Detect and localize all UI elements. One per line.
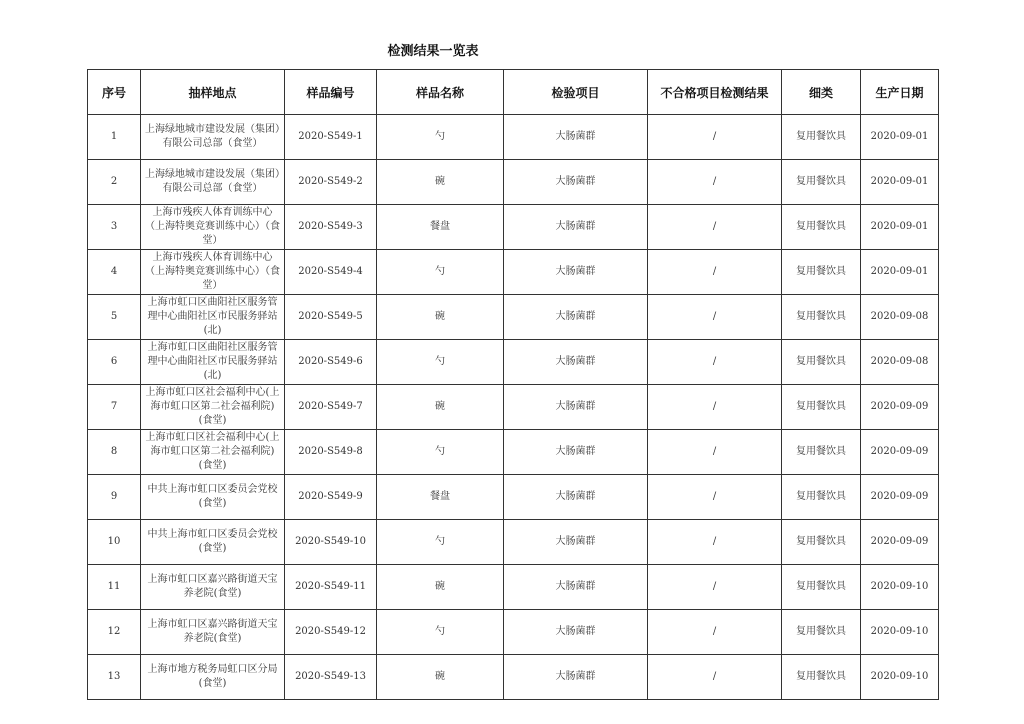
sample-name-cell: 碗 [377,655,504,700]
production-date-cell: 2020-09-01 [861,250,939,295]
sample-id-cell: 2020-S549-13 [285,655,377,700]
production-date-cell: 2020-09-09 [861,475,939,520]
production-date-cell: 2020-09-01 [861,115,939,160]
sample-name-cell: 勺 [377,430,504,475]
sample-id-cell: 2020-S549-1 [285,115,377,160]
production-date-cell: 2020-09-08 [861,340,939,385]
location-cell: 上海市残疾人体育训练中心（上海特奥竞赛训练中心）（食堂） [141,205,285,250]
failed-result-cell: / [648,250,782,295]
location-cell: 上海市虹口区嘉兴路街道天宝养老院(食堂) [141,565,285,610]
row-number-cell: 8 [88,430,141,475]
table-row [88,520,939,565]
failed-result-cell: / [648,295,782,340]
table-body [88,115,939,700]
sample-name-cell: 勺 [377,610,504,655]
sample-name-cell: 勺 [377,340,504,385]
table-row [88,475,939,520]
row-number-cell: 9 [88,475,141,520]
table-row [88,430,939,475]
sample-id-cell: 2020-S549-4 [285,250,377,295]
header-cell: 抽样地点 [141,70,285,115]
row-number-cell: 12 [88,610,141,655]
sample-id-cell: 2020-S549-3 [285,205,377,250]
sample-id-cell: 2020-S549-7 [285,385,377,430]
sample-id-cell: 2020-S549-12 [285,610,377,655]
category-cell: 复用餐饮具 [782,565,861,610]
location-cell: 上海市虹口区曲阳社区服务管理中心曲阳社区市民服务驿站(北) [141,340,285,385]
header-cell: 序号 [88,70,141,115]
table-row [88,655,939,700]
test-item-cell: 大肠菌群 [504,475,648,520]
category-cell: 复用餐饮具 [782,655,861,700]
location-cell: 中共上海市虹口区委员会党校(食堂) [141,520,285,565]
test-item-cell: 大肠菌群 [504,205,648,250]
row-number-cell: 7 [88,385,141,430]
failed-result-cell: / [648,475,782,520]
location-cell: 上海市虹口区社会福利中心(上海市虹口区第二社会福利院)(食堂) [141,430,285,475]
table-row [88,385,939,430]
header-cell: 样品编号 [285,70,377,115]
table-row [88,250,939,295]
row-number-cell: 13 [88,655,141,700]
failed-result-cell: / [648,655,782,700]
test-item-cell: 大肠菌群 [504,160,648,205]
header-cell: 样品名称 [377,70,504,115]
failed-result-cell: / [648,160,782,205]
sample-name-cell: 碗 [377,565,504,610]
row-number-cell: 3 [88,205,141,250]
sample-name-cell: 勺 [377,250,504,295]
sample-name-cell: 碗 [377,295,504,340]
row-number-cell: 1 [88,115,141,160]
sample-id-cell: 2020-S549-9 [285,475,377,520]
location-cell: 上海绿地城市建设发展（集团）有限公司总部（食堂） [141,160,285,205]
table-row [88,295,939,340]
sample-id-cell: 2020-S549-10 [285,520,377,565]
sample-id-cell: 2020-S549-5 [285,295,377,340]
failed-result-cell: / [648,340,782,385]
header-cell: 细类 [782,70,861,115]
category-cell: 复用餐饮具 [782,115,861,160]
sample-id-cell: 2020-S549-6 [285,340,377,385]
category-cell: 复用餐饮具 [782,160,861,205]
failed-result-cell: / [648,385,782,430]
location-cell: 中共上海市虹口区委员会党校(食堂) [141,475,285,520]
test-item-cell: 大肠菌群 [504,295,648,340]
sample-name-cell: 餐盘 [377,475,504,520]
test-item-cell: 大肠菌群 [504,340,648,385]
category-cell: 复用餐饮具 [782,430,861,475]
production-date-cell: 2020-09-08 [861,295,939,340]
failed-result-cell: / [648,430,782,475]
row-number-cell: 11 [88,565,141,610]
production-date-cell: 2020-09-09 [861,430,939,475]
sample-id-cell: 2020-S549-8 [285,430,377,475]
test-item-cell: 大肠菌群 [504,115,648,160]
row-number-cell: 2 [88,160,141,205]
test-item-cell: 大肠菌群 [504,430,648,475]
sample-name-cell: 餐盘 [377,205,504,250]
category-cell: 复用餐饮具 [782,250,861,295]
sample-name-cell: 勺 [377,115,504,160]
category-cell: 复用餐饮具 [782,385,861,430]
sample-name-cell: 勺 [377,520,504,565]
production-date-cell: 2020-09-01 [861,205,939,250]
header-cell: 不合格项目检测结果 [648,70,782,115]
category-cell: 复用餐饮具 [782,610,861,655]
location-cell: 上海绿地城市建设发展（集团）有限公司总部（食堂） [141,115,285,160]
test-item-cell: 大肠菌群 [504,385,648,430]
failed-result-cell: / [648,205,782,250]
failed-result-cell: / [648,610,782,655]
production-date-cell: 2020-09-09 [861,520,939,565]
header-row [88,70,939,115]
row-number-cell: 5 [88,295,141,340]
location-cell: 上海市残疾人体育训练中心（上海特奥竞赛训练中心）（食堂） [141,250,285,295]
category-cell: 复用餐饮具 [782,295,861,340]
failed-result-cell: / [648,520,782,565]
table-row [88,160,939,205]
failed-result-cell: / [648,115,782,160]
row-number-cell: 10 [88,520,141,565]
production-date-cell: 2020-09-10 [861,565,939,610]
location-cell: 上海市虹口区曲阳社区服务管理中心曲阳社区市民服务驿站(北) [141,295,285,340]
test-item-cell: 大肠菌群 [504,655,648,700]
test-item-cell: 大肠菌群 [504,250,648,295]
location-cell: 上海市虹口区社会福利中心(上海市虹口区第二社会福利院)(食堂) [141,385,285,430]
category-cell: 复用餐饮具 [782,205,861,250]
category-cell: 复用餐饮具 [782,340,861,385]
category-cell: 复用餐饮具 [782,475,861,520]
row-number-cell: 6 [88,340,141,385]
location-cell: 上海市虹口区嘉兴路街道天宝养老院(食堂) [141,610,285,655]
test-item-cell: 大肠菌群 [504,610,648,655]
table-row [88,565,939,610]
row-number-cell: 4 [88,250,141,295]
test-item-cell: 大肠菌群 [504,565,648,610]
test-item-cell: 大肠菌群 [504,520,648,565]
header-cell: 生产日期 [861,70,939,115]
location-cell: 上海市地方税务局虹口区分局(食堂) [141,655,285,700]
table-row [88,205,939,250]
production-date-cell: 2020-09-01 [861,160,939,205]
category-cell: 复用餐饮具 [782,520,861,565]
page-title: 检测结果一览表 [387,44,479,59]
sample-id-cell: 2020-S549-2 [285,160,377,205]
table-row [88,610,939,655]
sample-id-cell: 2020-S549-11 [285,565,377,610]
table-row [88,115,939,160]
production-date-cell: 2020-09-10 [861,610,939,655]
sample-name-cell: 碗 [377,160,504,205]
production-date-cell: 2020-09-09 [861,385,939,430]
table-row [88,340,939,385]
sample-name-cell: 碗 [377,385,504,430]
results-table [87,69,939,700]
failed-result-cell: / [648,565,782,610]
production-date-cell: 2020-09-10 [861,655,939,700]
header-cell: 检验项目 [504,70,648,115]
